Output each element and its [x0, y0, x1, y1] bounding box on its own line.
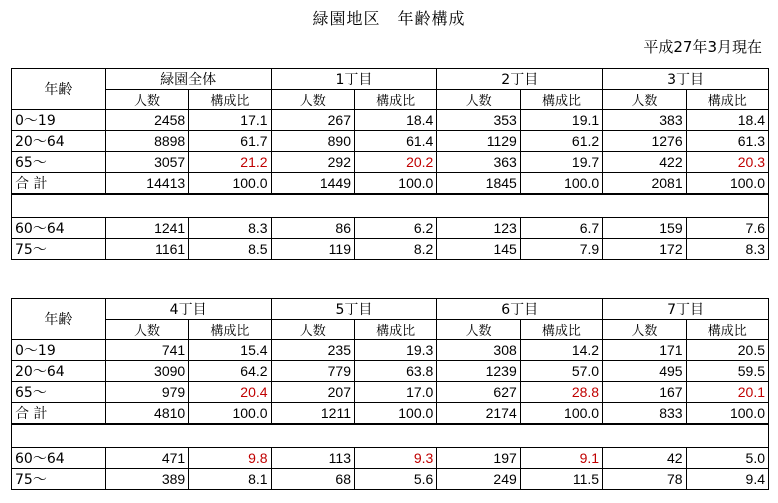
count-cell: 1276: [603, 131, 686, 152]
count-cell: 78: [603, 469, 686, 490]
count-cell: 113: [271, 448, 354, 469]
count-cell: 292: [271, 152, 354, 173]
ratio-cell: 20.5: [686, 340, 768, 361]
group-header: 6丁目: [437, 299, 603, 320]
count-cell: 159: [603, 218, 686, 239]
table-row: [12, 403, 769, 425]
ratio-cell: 8.3: [686, 239, 768, 260]
count-cell: 1239: [437, 361, 520, 382]
count-cell: 3090: [105, 361, 188, 382]
ratio-cell: 61.3: [686, 131, 768, 152]
group-header: 3丁目: [603, 69, 769, 90]
count-cell: 123: [437, 218, 520, 239]
separator-cell: [12, 424, 769, 448]
count-cell: 383: [603, 110, 686, 131]
count-cell: 389: [105, 469, 188, 490]
count-cell: 363: [437, 152, 520, 173]
table-row: [12, 110, 769, 131]
count-header: 人数: [603, 90, 686, 110]
ratio-header: 構成比: [355, 90, 437, 110]
ratio-cell: 17.0: [354, 382, 436, 403]
row-label: 75～: [12, 469, 106, 490]
table-row: [12, 152, 769, 173]
count-cell: 495: [603, 361, 686, 382]
row-label: 60～64: [12, 448, 106, 469]
ratio-cell: 5.6: [354, 469, 436, 490]
ratio-header: 構成比: [520, 90, 602, 110]
row-label: 75～: [12, 239, 106, 260]
ratio-cell: 8.2: [355, 239, 437, 260]
count-header: 人数: [603, 320, 686, 340]
count-cell: 207: [271, 382, 354, 403]
count-header: 人数: [105, 320, 188, 340]
row-label: 0～19: [12, 340, 106, 361]
count-header: 人数: [105, 90, 188, 110]
ratio-cell: 100.0: [354, 403, 436, 425]
count-cell: 741: [105, 340, 188, 361]
age-header: 年齢: [12, 69, 106, 110]
ratio-header: 構成比: [686, 90, 768, 110]
ratio-cell: 19.1: [520, 110, 602, 131]
ratio-cell: 6.7: [520, 218, 602, 239]
ratio-header: 構成比: [520, 320, 602, 340]
count-cell: 1241: [105, 218, 188, 239]
table-row: [12, 361, 769, 382]
ratio-cell: 7.9: [520, 239, 602, 260]
count-cell: 979: [105, 382, 188, 403]
count-cell: 353: [437, 110, 520, 131]
count-cell: 1211: [271, 403, 354, 425]
group-header: 4丁目: [105, 299, 271, 320]
count-cell: 42: [603, 448, 686, 469]
ratio-cell: 61.7: [189, 131, 271, 152]
ratio-cell: 19.7: [520, 152, 602, 173]
page-title: 緑園地区 年齢構成: [312, 9, 466, 28]
row-label: 合 計: [12, 403, 106, 425]
age-table-2: [11, 298, 769, 490]
separator-row: [12, 424, 769, 448]
table-row: [12, 173, 769, 195]
ratio-cell: 8.5: [189, 239, 271, 260]
ratio-cell: 20.3: [686, 152, 768, 173]
ratio-header: 構成比: [189, 90, 271, 110]
count-cell: 172: [603, 239, 686, 260]
ratio-cell: 7.6: [686, 218, 768, 239]
ratio-cell: 18.4: [686, 110, 768, 131]
ratio-cell: 100.0: [686, 173, 768, 195]
group-header: 2丁目: [437, 69, 603, 90]
ratio-cell: 28.8: [520, 382, 602, 403]
ratio-cell: 100.0: [520, 403, 602, 425]
ratio-cell: 15.4: [189, 340, 271, 361]
count-cell: 145: [437, 239, 520, 260]
count-cell: 422: [603, 152, 686, 173]
ratio-cell: 6.2: [355, 218, 437, 239]
ratio-cell: 20.1: [686, 382, 768, 403]
ratio-cell: 100.0: [520, 173, 602, 195]
group-header: 1丁目: [271, 69, 437, 90]
ratio-cell: 100.0: [686, 403, 768, 425]
group-header: 7丁目: [603, 299, 769, 320]
ratio-cell: 11.5: [520, 469, 602, 490]
ratio-header: 構成比: [354, 320, 436, 340]
count-cell: 779: [271, 361, 354, 382]
ratio-header: 構成比: [189, 320, 271, 340]
count-cell: 890: [271, 131, 354, 152]
count-cell: 4810: [105, 403, 188, 425]
count-cell: 1129: [437, 131, 520, 152]
count-cell: 249: [437, 469, 520, 490]
row-label: 20～64: [12, 361, 106, 382]
row-label: 65～: [12, 152, 106, 173]
table-row: [12, 469, 769, 490]
table-row: [12, 131, 769, 152]
row-label: 65～: [12, 382, 106, 403]
count-cell: 2174: [437, 403, 520, 425]
count-cell: 627: [437, 382, 520, 403]
ratio-cell: 57.0: [520, 361, 602, 382]
age-header: 年齢: [12, 299, 106, 340]
table-row: [12, 218, 769, 239]
count-cell: 14413: [105, 173, 188, 195]
count-header: 人数: [271, 320, 354, 340]
table-row: [12, 340, 769, 361]
ratio-cell: 100.0: [189, 403, 271, 425]
ratio-cell: 64.2: [189, 361, 271, 382]
ratio-header: 構成比: [686, 320, 768, 340]
table-row: [12, 448, 769, 469]
ratio-cell: 61.4: [355, 131, 437, 152]
separator-cell: [12, 194, 769, 218]
ratio-cell: 5.0: [686, 448, 768, 469]
count-cell: 471: [105, 448, 188, 469]
ratio-cell: 100.0: [189, 173, 271, 195]
count-cell: 1161: [105, 239, 188, 260]
ratio-cell: 8.1: [189, 469, 271, 490]
ratio-cell: 9.4: [686, 469, 768, 490]
ratio-cell: 21.2: [189, 152, 271, 173]
count-cell: 1449: [271, 173, 354, 195]
count-cell: 167: [603, 382, 686, 403]
ratio-cell: 63.8: [354, 361, 436, 382]
count-header: 人数: [271, 90, 354, 110]
group-header: 5丁目: [271, 299, 437, 320]
table-row: [12, 382, 769, 403]
ratio-cell: 61.2: [520, 131, 602, 152]
count-cell: 8898: [105, 131, 188, 152]
count-cell: 171: [603, 340, 686, 361]
ratio-cell: 17.1: [189, 110, 271, 131]
ratio-cell: 9.8: [189, 448, 271, 469]
count-cell: 235: [271, 340, 354, 361]
count-cell: 68: [271, 469, 354, 490]
ratio-cell: 19.3: [354, 340, 436, 361]
age-table-1: [11, 68, 769, 260]
count-cell: 1845: [437, 173, 520, 195]
count-cell: 3057: [105, 152, 188, 173]
row-label: 0～19: [12, 110, 106, 131]
count-cell: 2081: [603, 173, 686, 195]
count-cell: 2458: [105, 110, 188, 131]
ratio-cell: 100.0: [355, 173, 437, 195]
separator-row: [12, 194, 769, 218]
count-header: 人数: [437, 90, 520, 110]
row-label: 合 計: [12, 173, 106, 195]
ratio-cell: 9.1: [520, 448, 602, 469]
count-cell: 86: [271, 218, 354, 239]
ratio-cell: 59.5: [686, 361, 768, 382]
count-cell: 119: [271, 239, 354, 260]
ratio-cell: 8.3: [189, 218, 271, 239]
group-header: 緑園全体: [105, 69, 271, 90]
count-cell: 308: [437, 340, 520, 361]
count-cell: 267: [271, 110, 354, 131]
count-cell: 197: [437, 448, 520, 469]
ratio-cell: 9.3: [354, 448, 436, 469]
row-label: 20～64: [12, 131, 106, 152]
ratio-cell: 20.2: [355, 152, 437, 173]
count-cell: 833: [603, 403, 686, 425]
as-of-date: 平成27年3月現在: [643, 38, 762, 56]
ratio-cell: 18.4: [355, 110, 437, 131]
table-row: [12, 239, 769, 260]
count-header: 人数: [437, 320, 520, 340]
row-label: 60～64: [12, 218, 106, 239]
ratio-cell: 20.4: [189, 382, 271, 403]
ratio-cell: 14.2: [520, 340, 602, 361]
